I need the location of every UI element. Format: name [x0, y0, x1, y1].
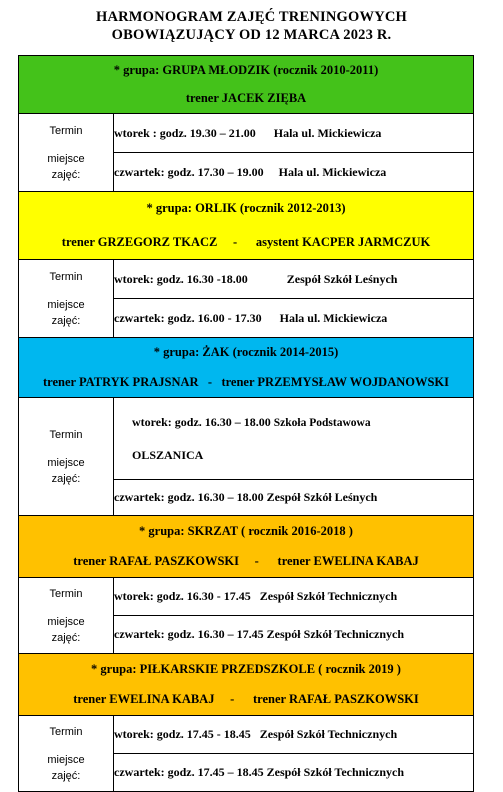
place-label-2: zajęć:	[51, 769, 81, 782]
group-header-row	[19, 654, 474, 685]
group-name: * grupa: GRUPA MŁODZIK (rocznik 2010-2011)	[19, 56, 474, 85]
term-label: Termin	[49, 725, 83, 738]
term-label: Termin	[49, 124, 83, 137]
entry-place-town: OLSZANICA	[132, 448, 204, 462]
term-label: Termin	[49, 587, 83, 600]
schedule-entry-tuesday: wtorek: godz. 16.30 - 17.45 Zespół Szkół Technicznych	[114, 578, 474, 616]
place-label-1: miejsce	[47, 152, 85, 165]
place-label-2: zajęć:	[51, 168, 81, 181]
group-header-row	[19, 56, 474, 85]
group-header-row	[19, 192, 474, 226]
coach-names: trener EWELINA KABAJ - trener RAFAŁ PASZKOWSKI	[19, 685, 474, 716]
schedule-entry-thursday: czwartek: godz. 16.00 - 17.30 Hala ul. Mickiewicza	[114, 299, 474, 338]
schedule-row	[19, 260, 474, 299]
coach-names: trener GRZEGORZ TKACZ - asystent KACPER JARMCZUK	[19, 226, 474, 260]
coach-names: trener RAFAŁ PASZKOWSKI - trener EWELINA KABAJ	[19, 547, 474, 578]
coach-names: trener PATRYK PRAJSNAR - trener PRZEMYSŁAW WOJDANOWSKI	[19, 368, 474, 398]
schedule-row	[19, 114, 474, 153]
schedule-entry-tuesday	[114, 398, 474, 480]
term-place-label	[19, 114, 114, 192]
coach-row	[19, 685, 474, 716]
term-label: Termin	[49, 428, 83, 441]
term-label: Termin	[49, 270, 83, 283]
schedule-row	[19, 398, 474, 480]
schedule-row	[19, 716, 474, 754]
place-label-2: zajęć:	[51, 631, 81, 644]
coach-row	[19, 85, 474, 114]
document-title-line-1: HARMONOGRAM ZAJĘĆ TRENINGOWYCH	[95, 9, 408, 25]
place-label-1: miejsce	[47, 456, 85, 469]
term-place-label	[19, 398, 114, 516]
coach-row	[19, 368, 474, 398]
document-title-line-2: OBOWIĄZUJĄCY OD 12 MARCA 2023 R.	[111, 27, 392, 43]
term-place-label	[19, 578, 114, 654]
place-label-2: zajęć:	[51, 314, 81, 327]
coach-names: trener JACEK ZIĘBA	[19, 85, 474, 114]
schedule-row	[19, 578, 474, 616]
schedule-entry-thursday: czwartek: godz. 17.30 – 19.00 Hala ul. Mickiewicza	[114, 153, 474, 192]
entry-time: wtorek: godz. 16.30 – 18.00	[132, 415, 274, 429]
group-header-row	[19, 516, 474, 547]
schedule-entry-tuesday: wtorek: godz. 17.45 - 18.45 Zespół Szkół Technicznych	[114, 716, 474, 754]
group-name: * grupa: SKRZAT ( rocznik 2016-2018 )	[19, 516, 474, 547]
group-name: * grupa: ORLIK (rocznik 2012-2013)	[19, 192, 474, 226]
coach-row	[19, 226, 474, 260]
entry-place: Szkoła Podstawowa	[273, 417, 371, 429]
place-label-2: zajęć:	[51, 472, 81, 485]
schedule-entry-thursday: czwartek: godz. 16.30 – 18.00 Zespół Szkół Leśnych	[114, 480, 474, 516]
schedule-table	[18, 55, 474, 792]
place-label-1: miejsce	[47, 615, 85, 628]
group-name: * grupa: PIŁKARSKIE PRZEDSZKOLE ( rocznik 2019 )	[19, 654, 474, 685]
term-place-label	[19, 716, 114, 792]
group-header-row	[19, 338, 474, 368]
schedule-entry-tuesday: wtorek : godz. 19.30 – 21.00 Hala ul. Mickiewicza	[114, 114, 474, 153]
coach-row	[19, 547, 474, 578]
group-name: * grupa: ŻAK (rocznik 2014-2015)	[19, 338, 474, 368]
schedule-entry-thursday: czwartek: godz. 16.30 – 17.45 Zespół Szkół Technicznych	[114, 616, 474, 654]
place-label-1: miejsce	[47, 753, 85, 766]
schedule-entry-thursday: czwartek: godz. 17.45 – 18.45 Zespół Szkół Technicznych	[114, 754, 474, 792]
schedule-entry-tuesday: wtorek: godz. 16.30 -18.00 Zespół Szkół Leśnych	[114, 260, 474, 299]
term-place-label	[19, 260, 114, 338]
place-label-1: miejsce	[47, 298, 85, 311]
